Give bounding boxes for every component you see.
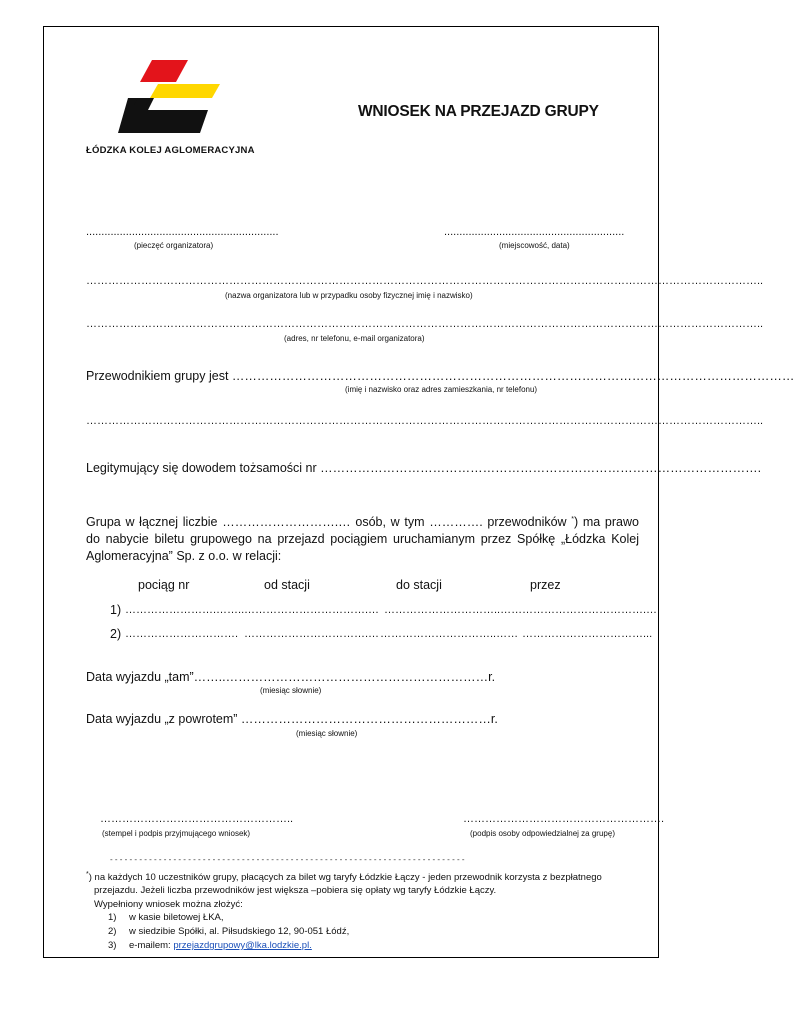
leader-signature-label: (podpis osoby odpowiedzialnej za grupę) — [470, 829, 615, 838]
footnote-line2: przejazdu. Jeżeli liczba przewodników jest większa –pobiera się opłaty wg taryfy Łódzkie Łączy. — [94, 885, 497, 896]
footnote-mark: * — [571, 516, 575, 523]
footnote-line1 — [86, 871, 602, 883]
option1-number: 1) — [108, 912, 117, 923]
place-date-field[interactable]: ........................................................... — [444, 226, 625, 238]
row1-to-field[interactable]: …………………………..…… — [384, 604, 523, 616]
footnote-text-1: ) na każdych 10 uczestników grupy, płacących za bilet wg taryfy Łódzkie Łączy - jeden przewodnik korzysta z bezpłatnego — [88, 872, 602, 884]
footer-separator: - - - - - - - - - - - - - - - - - - - - - - - - - - - - - - - - - - - - - - - - - - - - - - - - - - - - - - - - - - - - - - - - - - - - - - - - - — [110, 855, 465, 864]
option2-text: w siedzibie Spółki, al. Piłsudskiego 12, 90-051 Łódź, — [129, 926, 350, 937]
header-from-station: od stacji — [264, 578, 310, 592]
row2-train-field[interactable]: …………………………. — [125, 628, 239, 640]
header-to-station: do stacji — [396, 578, 442, 592]
option2-number: 2) — [108, 926, 117, 937]
organization-name: ŁÓDZKA KOLEJ AGLOMERACYJNA — [86, 145, 255, 156]
page-title: WNIOSEK NA PRZEJAZD GRUPY — [358, 103, 599, 120]
row2-number: 2) — [110, 627, 122, 641]
organizer-name-label: (nazwa organizatora lub w przypadku osoby fizycznej imię i nazwisko) — [225, 291, 473, 300]
group-leader-field[interactable]: Przewodnikiem grupy jest ……………………………………………………………………………………………………………………… — [86, 369, 794, 383]
departure-there-field[interactable]: Data wyjazdu „tam”……..………………………………………………………r. — [86, 670, 496, 684]
footnote-mark-2: * — [86, 871, 89, 878]
receiver-signature-field[interactable]: …………………………………………….. — [100, 813, 294, 825]
row2-to-field[interactable]: …………………………..…… — [380, 628, 519, 640]
departure-back-field[interactable]: Data wyjazdu „z powrotem” ……………………………………………………r. — [86, 712, 498, 726]
row1-train-field[interactable]: …………………….…….. — [125, 604, 245, 616]
group-text-part2: ) ma prawo do nabycie biletu grupowego na przejazd pociągiem uruchamianym przez Spółkę „Łódzka Kolej Aglomeracyjna” Sp. z o.o. w relacji: — [86, 515, 639, 564]
group-paragraph — [86, 511, 639, 565]
row2-from-field[interactable]: …………………………….… — [244, 628, 380, 640]
stamp-label: (pieczęć organizatora) — [134, 241, 214, 250]
row1-number: 1) — [110, 603, 122, 617]
leader-signature-field[interactable]: ………………………………………………. — [463, 813, 665, 825]
row1-from-field[interactable]: …………………………….… — [244, 604, 380, 616]
header-via: przez — [530, 578, 561, 592]
option3-number: 3) — [108, 940, 117, 951]
row1-via-field[interactable]: …………………………….… — [522, 604, 658, 616]
receiver-signature-label: (stempel i podpis przyjmującego wniosek) — [102, 829, 251, 838]
group-leader-field-2[interactable]: ………………………………………………………………………………………………………………………………………………………………….. — [86, 415, 764, 427]
group-leader-label: (imię i nazwisko oraz adres zamieszkania, nr telefonu) — [345, 385, 538, 394]
group-text-part1: Grupa w łącznej liczbie ……………………….… osób, w tym …………. przewodników — [86, 515, 572, 530]
lka-logo-icon — [112, 58, 224, 136]
organizer-address-field[interactable]: ………………………………………………………………………………………………………………………………………………………………….. — [86, 318, 764, 330]
organizer-address-label: (adres, nr telefonu, e-mail organizatora) — [284, 334, 425, 343]
organizer-name-field[interactable]: ………………………………………………………………………………………………………………………………………………………………….. — [86, 275, 764, 287]
option3-item — [129, 940, 312, 951]
departure-back-label: (miesiąc słownie) — [296, 729, 358, 738]
header-train-number: pociąg nr — [138, 578, 190, 592]
row2-via-field[interactable]: ……………………………... — [522, 628, 653, 640]
option1-text: w kasie biletowej ŁKA, — [129, 912, 224, 923]
stamp-field[interactable]: ............................................................... — [86, 226, 279, 238]
option3-text: e-mailem: — [129, 940, 174, 951]
departure-there-label: (miesiąc słownie) — [260, 686, 322, 695]
id-number-field[interactable]: Legitymujący się dowodem tożsamości nr ……………………………………………………………………………………………. — [86, 461, 762, 475]
email-link[interactable]: przejazdgrupowy@lka.lodzkie.pl. — [173, 940, 312, 951]
submit-intro: Wypełniony wniosek można złożyć: — [94, 899, 243, 910]
place-date-label: (miejscowość, data) — [499, 241, 570, 250]
